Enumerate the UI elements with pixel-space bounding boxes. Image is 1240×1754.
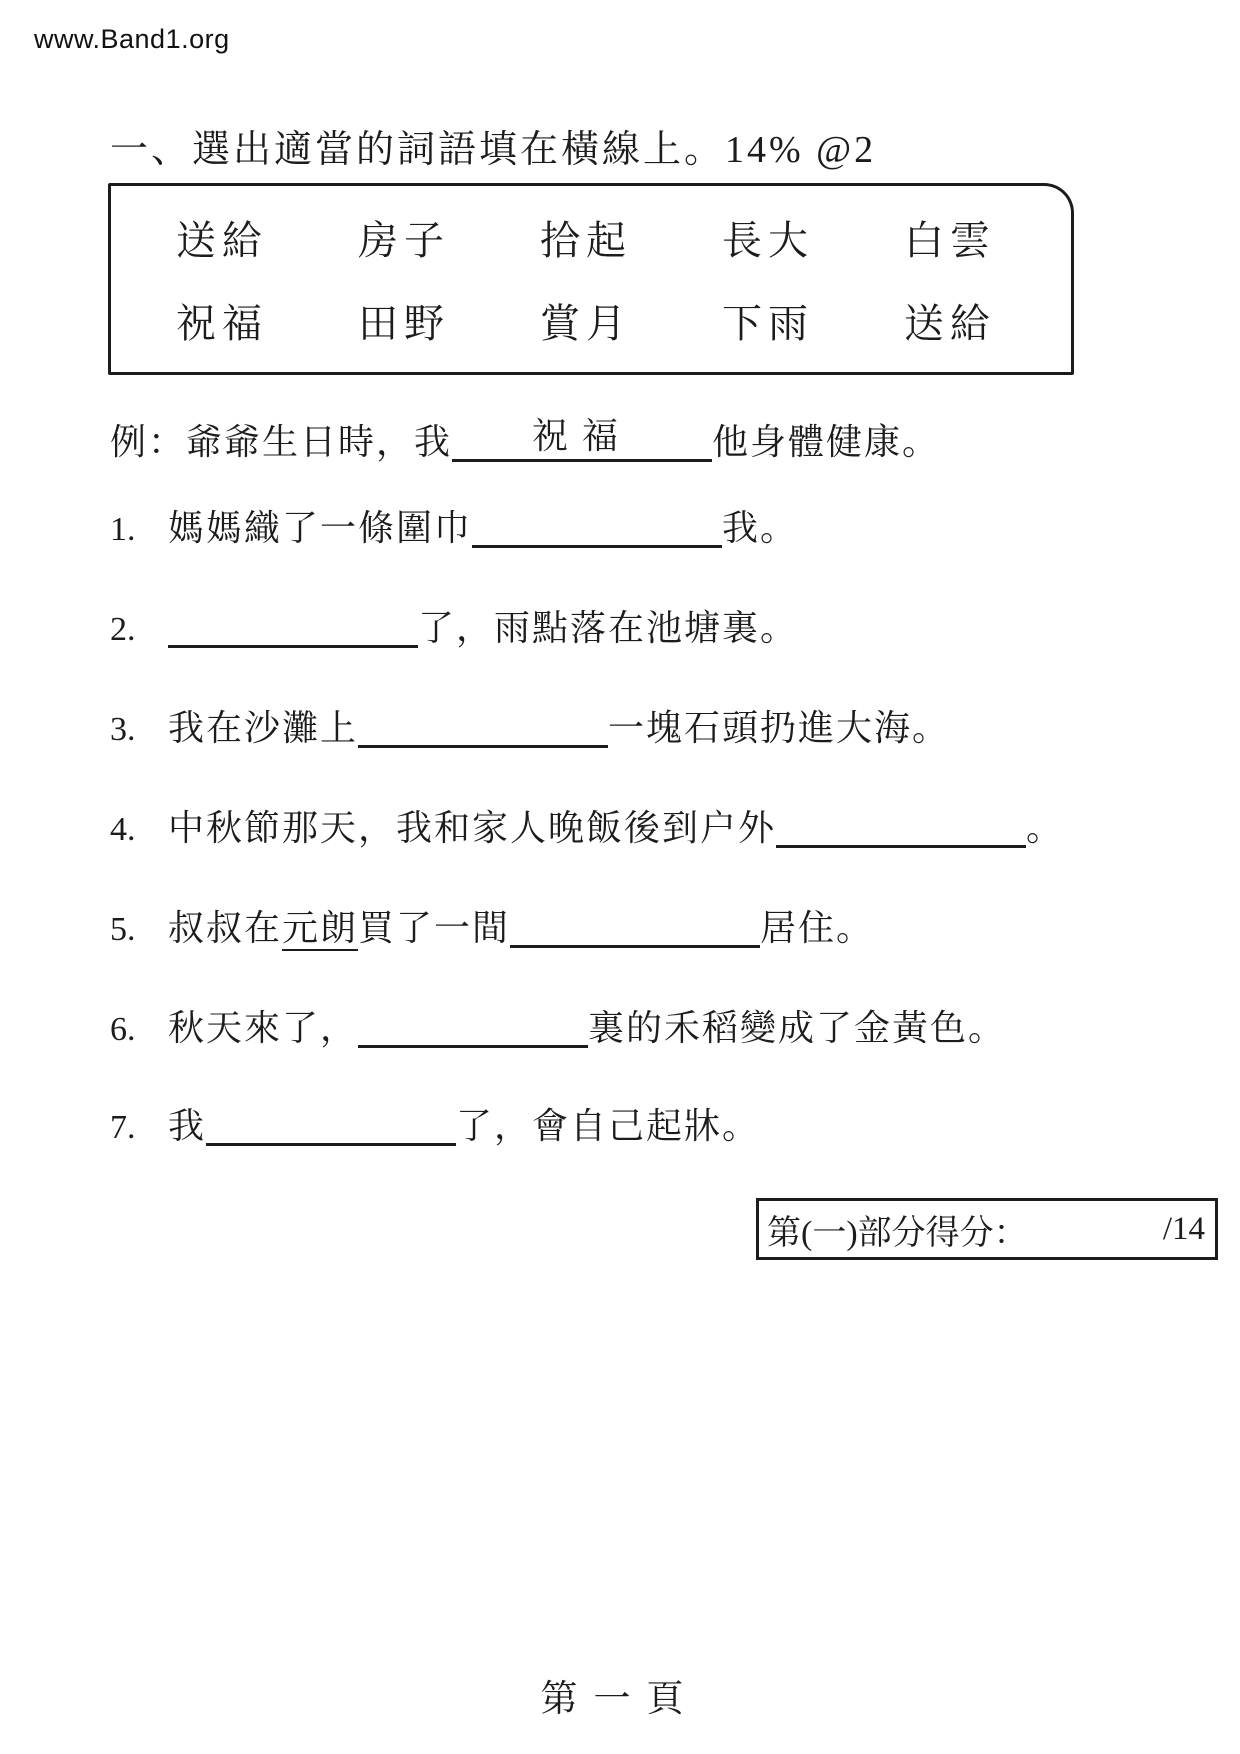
watermark-url: www.Band1.org	[34, 24, 230, 54]
question-6	[110, 1000, 1006, 1051]
underlined-word: 元朗	[282, 908, 358, 951]
question-number: 6.	[110, 1011, 136, 1048]
question-text: 中秋節那天，我和家人晚飯後到户外	[168, 808, 777, 848]
question-text: 了，雨點落在池塘裏。	[418, 608, 799, 648]
word-bank-word: 白雲	[904, 218, 996, 263]
question-text: 一塊石頭扔進大海。	[608, 708, 951, 748]
question-number: 4.	[110, 811, 136, 848]
question-text: 我	[168, 1106, 207, 1146]
question-text: 秋天來了，	[168, 1008, 359, 1048]
score-value: /14	[1162, 1210, 1205, 1247]
page-footer: 第一頁	[540, 1679, 700, 1720]
word-bank-word: 送給	[904, 301, 996, 346]
question-number: 1.	[110, 511, 136, 548]
score-label: 第(一)部分得分：	[767, 1214, 1028, 1252]
word-bank-word: 房子	[358, 218, 450, 263]
word-bank-word: 拾起	[540, 218, 632, 263]
question-number: 5.	[110, 911, 136, 948]
example-prefix: 例：爺爺生日時，我	[110, 422, 453, 462]
score-box	[756, 1198, 1218, 1260]
question-1	[110, 500, 798, 551]
answer-blank	[168, 607, 418, 648]
question-text: 了，會自己起牀。	[456, 1106, 761, 1146]
question-text: 我在沙灘上	[168, 708, 359, 748]
question-4	[110, 800, 1064, 851]
answer-blank	[358, 707, 608, 748]
word-bank-word: 祝福	[176, 301, 268, 346]
question-text: 我。	[722, 508, 799, 548]
word-bank-box	[108, 183, 1074, 375]
question-number: 7.	[110, 1109, 136, 1146]
answer-blank	[776, 807, 1026, 848]
answer-blank	[510, 907, 760, 948]
question-text: 買了一間	[358, 908, 511, 948]
question-2	[110, 600, 798, 651]
question-number: 2.	[110, 611, 136, 648]
question-text: 居住。	[760, 908, 875, 948]
answer-blank	[206, 1105, 456, 1146]
question-text: 叔叔在	[168, 908, 283, 948]
word-bank-word: 送給	[176, 218, 268, 263]
example-suffix: 他身體健康。	[712, 422, 941, 462]
word-bank-word: 田野	[358, 301, 450, 346]
answer-blank	[472, 507, 722, 548]
question-number: 3.	[110, 711, 136, 748]
question-text: 。	[1026, 808, 1065, 848]
question-text: 媽媽織了一條圍巾	[168, 508, 473, 548]
question-text: 裏的禾稻變成了金黃色。	[588, 1008, 1007, 1048]
section-title: 一、選出適當的詞語填在橫線上。14% @2	[110, 129, 877, 171]
example-line	[110, 408, 940, 465]
example-answer-blank: 祝福	[452, 408, 712, 462]
question-7	[110, 1098, 760, 1149]
question-5	[110, 900, 874, 951]
word-bank-word: 賞月	[540, 301, 632, 346]
answer-blank	[358, 1007, 588, 1048]
word-bank-word: 長大	[722, 218, 814, 263]
question-3	[110, 700, 950, 751]
word-bank-word: 下雨	[722, 301, 814, 346]
